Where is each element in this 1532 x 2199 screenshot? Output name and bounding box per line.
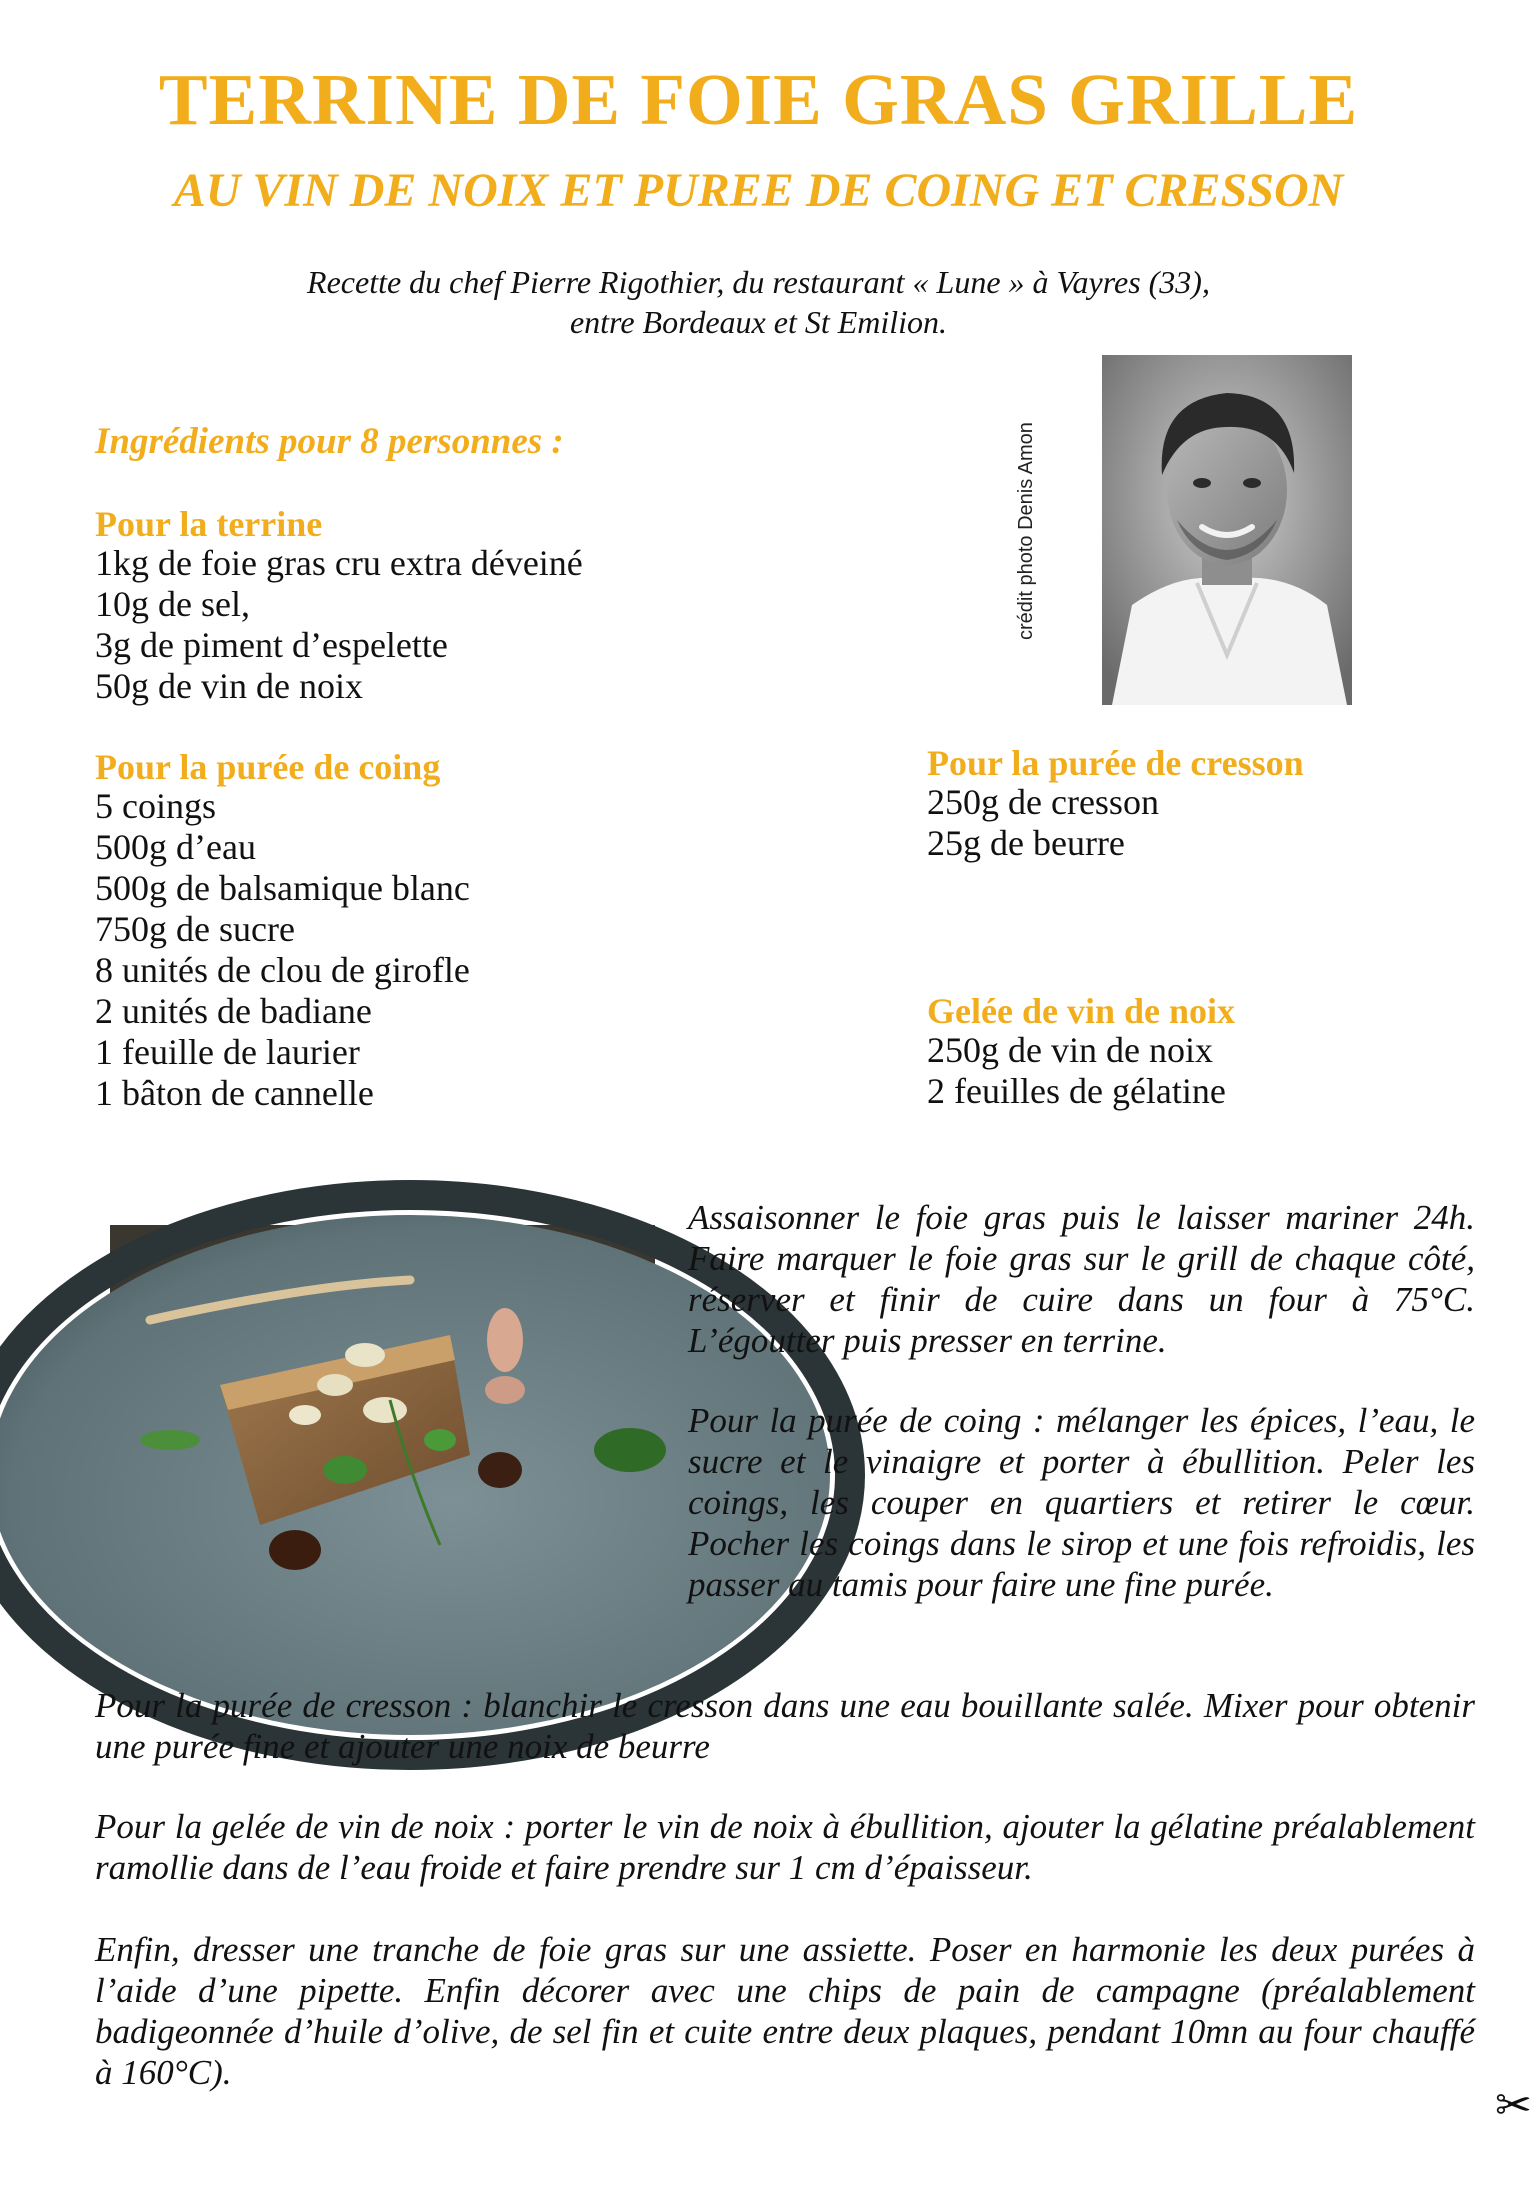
gelee-heading: Gelée de vin de noix [927, 991, 1235, 1031]
list-item: 750g de sucre [95, 909, 295, 949]
ingredients-heading: Ingrédients pour 8 personnes : [95, 421, 564, 462]
gelee-list [927, 1030, 1226, 1112]
recipe-subtitle: AU VIN DE NOIX ET PUREE DE COING ET CRESSON [173, 164, 1344, 217]
photo-credit: crédit photo Denis Amon [1015, 422, 1037, 640]
list-item: 250g de cresson [927, 782, 1159, 822]
list-item: 50g de vin de noix [95, 666, 363, 706]
list-item: 3g de piment d’espelette [95, 625, 448, 665]
cresson-list [927, 782, 1159, 864]
list-item: 1 feuille de laurier [95, 1032, 360, 1072]
chef-portrait-image [1102, 355, 1352, 705]
list-item: 8 unités de clou de girofle [95, 950, 470, 990]
list-item: 10g de sel, [95, 584, 250, 624]
scissors-icon: ✂ [1495, 2081, 1532, 2130]
step-paragraph-5: Enfin, dresser une tranche de foie gras sur une assiette. Poser en harmonie les deux purées à l’aide d’une pipette. Enfin décorer avec une chips de pain de campagne (préalablement badigeonnée d’huile d’olive, de sel fin et cuite entre deux plaques, pendant 10mn au four chauffé à 160°C). [95, 1930, 1475, 2092]
cresson-heading: Pour la purée de cresson [927, 743, 1304, 783]
list-item: 25g de beurre [927, 823, 1125, 863]
step-paragraph-3: Pour la purée de cresson : blanchir le cresson dans une eau bouillante salée. Mixer pour obtenir une purée fine et ajouter une noix de beurre [95, 1686, 1475, 1766]
list-item: 500g de balsamique blanc [95, 868, 470, 908]
step-paragraph-4: Pour la gelée de vin de noix : porter le vin de noix à ébullition, ajouter la gélatine préalablement ramollie dans de l’eau froide et faire prendre sur 1 cm d’épaisseur. [95, 1807, 1475, 1887]
chef-credit-line-1: Recette du chef Pierre Rigothier, du restaurant « Lune » à Vayres (33), [307, 264, 1210, 300]
list-item: 1 bâton de cannelle [95, 1073, 374, 1113]
recipe-title: TERRINE DE FOIE GRAS GRILLE [158, 59, 1359, 140]
coing-list [95, 786, 470, 1114]
list-item: 5 coings [95, 786, 216, 826]
terrine-heading: Pour la terrine [95, 504, 323, 544]
list-item: 250g de vin de noix [927, 1030, 1213, 1070]
dish-photo-image [110, 1225, 655, 1605]
chef-credit-line-2: entre Bordeaux et St Emilion. [569, 304, 948, 340]
terrine-list [95, 543, 583, 707]
step-paragraph-1: Assaisonner le foie gras puis le laisser mariner 24h. Faire marquer le foie gras sur le grill de chaque côté, réserver et finir de cuire dans un four à 75°C. L’égoutter puis presser en terrine. [688, 1198, 1475, 1360]
list-item: 1kg de foie gras cru extra déveiné [95, 543, 583, 583]
list-item: 2 unités de badiane [95, 991, 372, 1031]
dish-photo [110, 1225, 655, 1605]
coing-heading: Pour la purée de coing [95, 747, 441, 787]
step-paragraph-2: Pour la purée de coing : mélanger les épices, l’eau, le sucre et le vinaigre et porter à ébullition. Peler les coings, les couper en quartiers et retirer le cœur. Pocher les coings dans le sirop et une fois refroidis, les passer au tamis pour faire une fine purée. [688, 1401, 1475, 1604]
list-item: 2 feuilles de gélatine [927, 1071, 1226, 1111]
chef-portrait [1102, 355, 1352, 705]
list-item: 500g d’eau [95, 827, 256, 867]
